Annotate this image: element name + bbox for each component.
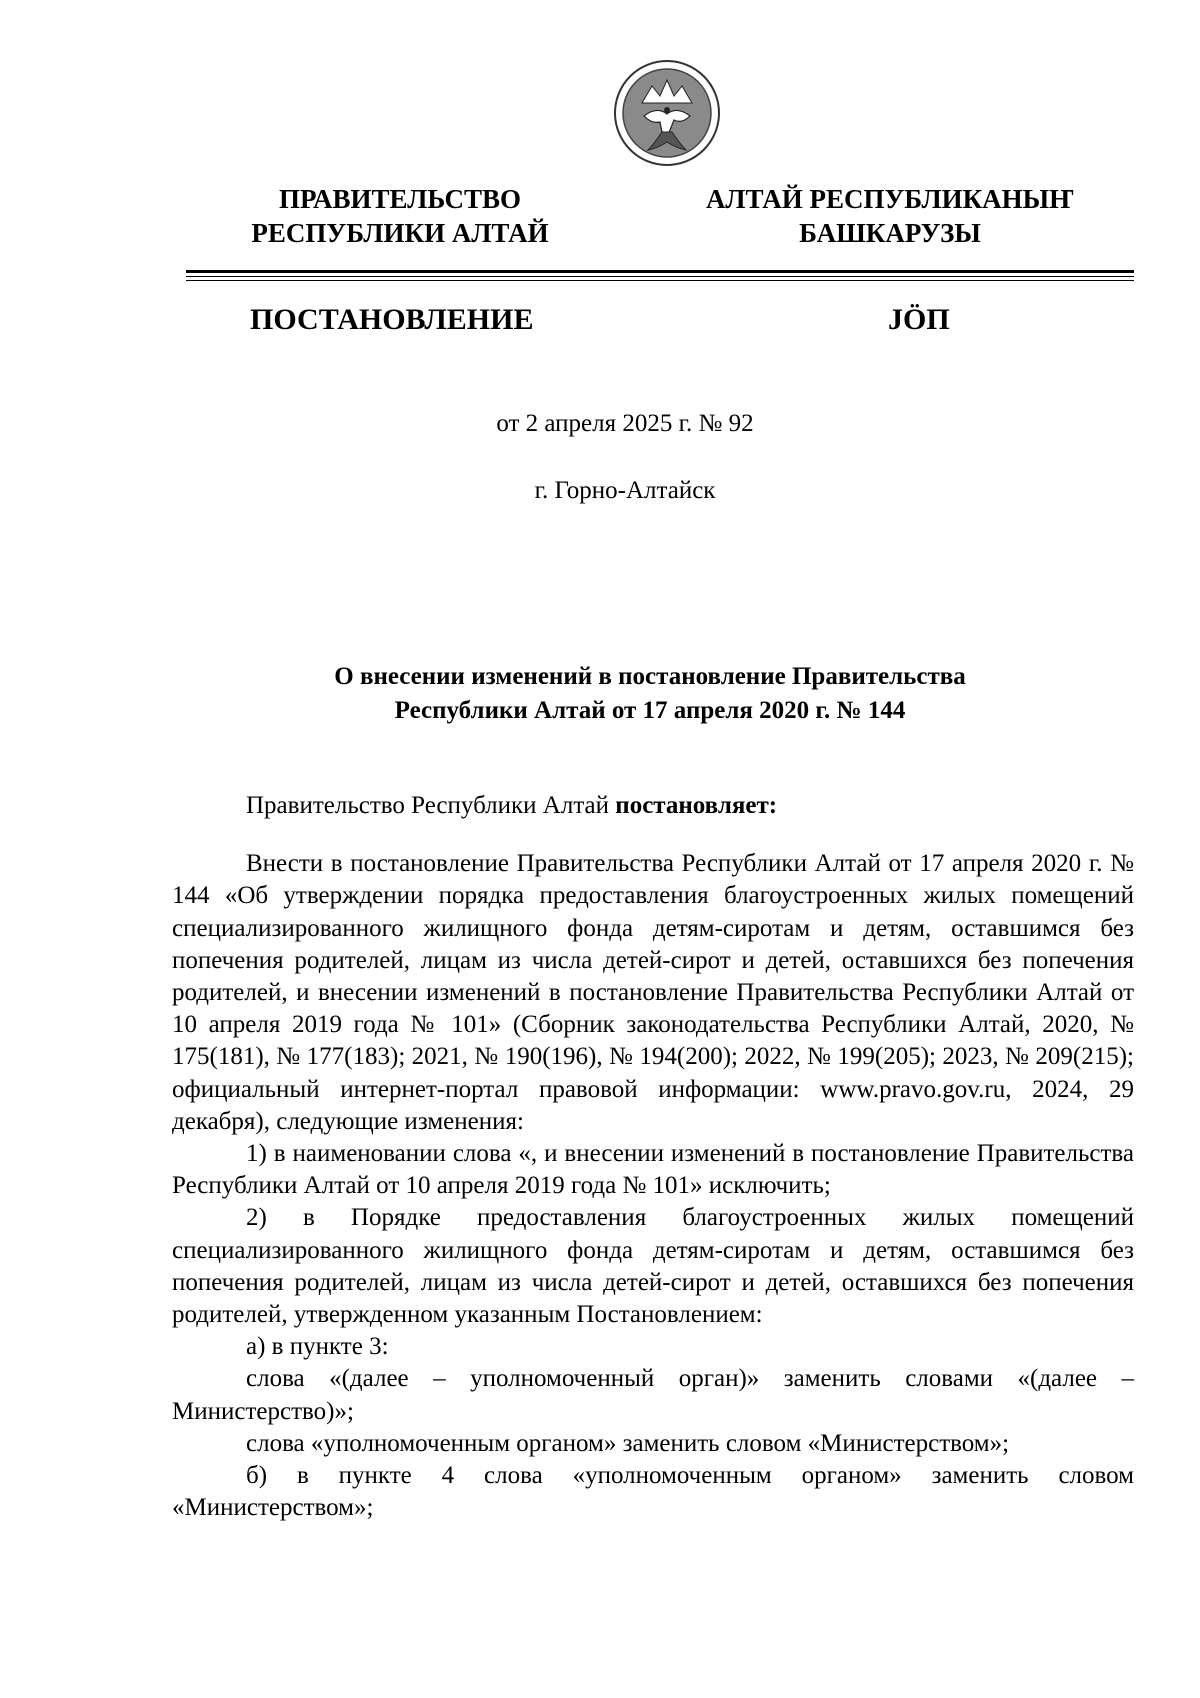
document-title-line1: О внесении изменений в постановление Правительства <box>334 663 966 690</box>
doc-type-russian: ПОСТАНОВЛЕНИЕ <box>250 303 534 336</box>
document-title-line2: Республики Алтай от 17 апреля 2020 г. № 144 <box>394 697 906 724</box>
document-city: г. Горно-Алтайск <box>534 477 716 504</box>
body-paragraph: слова «(далее – уполномоченный орган)» заменить словами «(далее – Министерство)»; <box>172 1365 1134 1425</box>
body-paragraph: слова «уполномоченным органом» заменить словом «Министерством»; <box>246 1429 1010 1457</box>
doc-type-altai: JÖП <box>888 303 950 336</box>
header-divider-thick <box>186 270 1134 273</box>
body-paragraph: Внести в постановление Правительства Республики Алтай от 17 апреля 2020 г. № 144 «Об утверждении порядка предоставления благоустроенных жилых помещений специализированного жилищного фонда детям-сиротам и детям, оставшимся без попечения родителей, лицам из числа детей-сирот и детей, оставшихся без попечения родителей, и внесении изменений в постановление Правительства Республики Алтай от 10 апреля 2019 года № 101» (Сборник законодательства Республики Алтай, 2020, № 175(181), № 177(183); 2021, № 190(196), № 194(200); 2022, № 199(205); 2023, № 209(215); официальный интернет-портал правовой информации: www.pravo.gov.ru, 2024, 29 декабря), следующие изменения: <box>172 850 1134 1135</box>
document-date-number: от 2 апреля 2025 г. № 92 <box>496 410 754 437</box>
header-right-line1: АЛТАЙ РЕСПУБЛИКАНЫҤ <box>705 184 1075 214</box>
body-paragraph: 2) в Порядке предоставления благоустроенных жилых помещений специализированного жилищного фонда детям-сиротам и детям, оставшимся без попечения родителей, лицам из числа детей-сирот и детей, оставшихся без попечения родителей, утвержденном указанным Постановлением: <box>172 1204 1134 1329</box>
intro-paragraph <box>172 790 1134 822</box>
header-right-org-name <box>690 182 1090 250</box>
header-right-line2: БАШКАРУЗЫ <box>799 218 981 248</box>
header-left-line1: ПРАВИТЕЛЬСТВО <box>278 184 522 214</box>
coat-of-arms-emblem <box>612 58 722 168</box>
body-paragraph: а) в пункте 3: <box>246 1333 389 1361</box>
body-paragraph: 1) в наименовании слова «, и внесении изменений в постановление Правительства Республики Алтай от 10 апреля 2019 года № 101» исключить; <box>172 1140 1134 1200</box>
body-paragraph: б) в пункте 4 слова «уполномоченным органом» заменить словом «Министерством»; <box>172 1462 1134 1522</box>
document-body <box>172 790 1134 1524</box>
intro-text: Правительство Республики Алтай <box>246 792 616 819</box>
header-left-org-name <box>200 182 600 250</box>
header-divider-thin-2 <box>186 280 1134 281</box>
document-title <box>200 660 1100 728</box>
header-divider-thin <box>186 276 1134 277</box>
header-left-line2: РЕСПУБЛИКИ АЛТАЙ <box>251 218 549 248</box>
intro-bold: постановляет: <box>615 792 778 819</box>
